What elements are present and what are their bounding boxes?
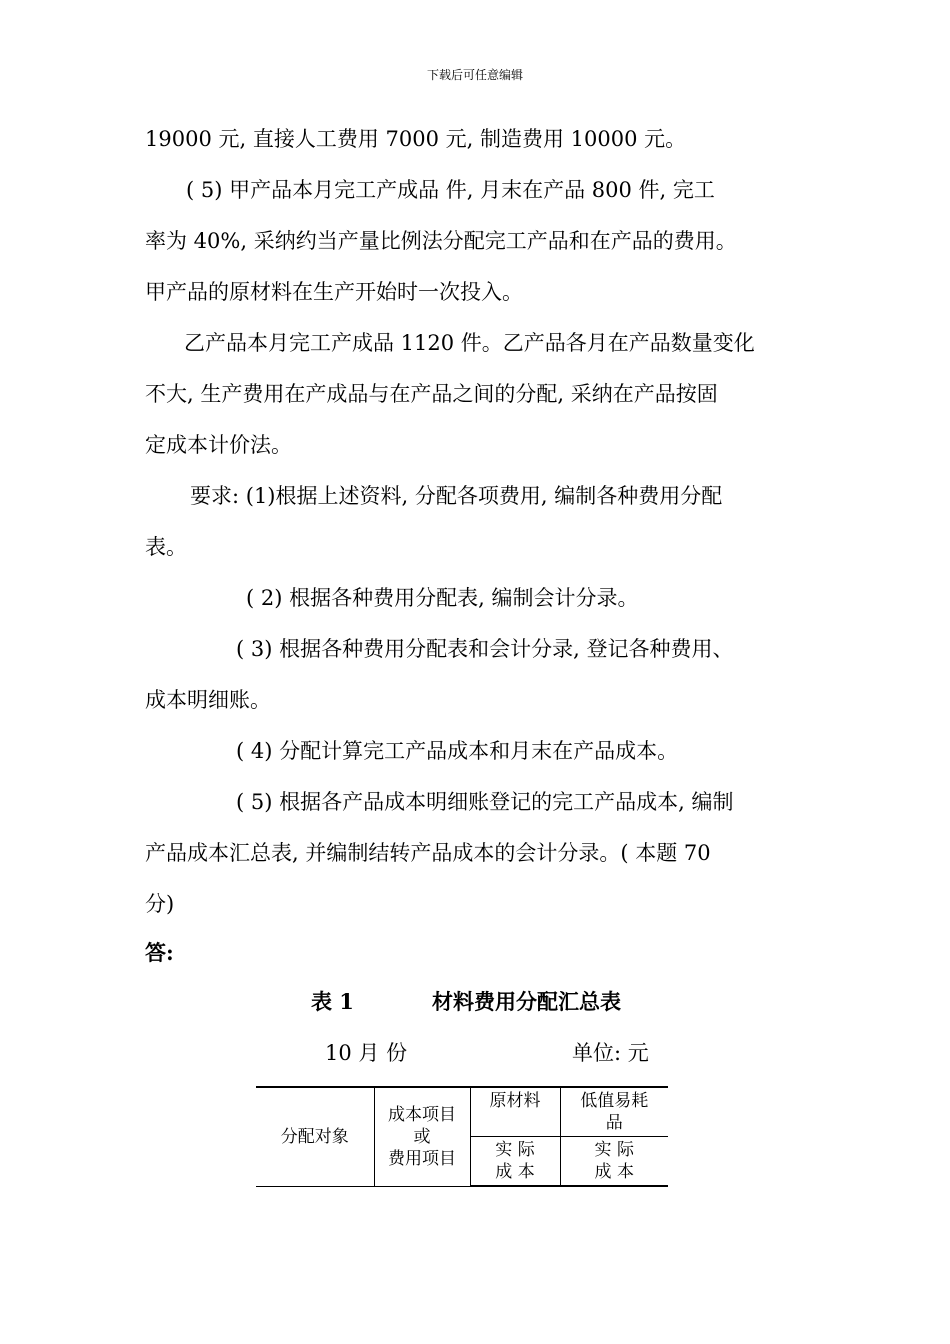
header-actual-cost: 实 际 成 本 [470, 1137, 560, 1187]
paragraph-line: 分) [145, 892, 175, 916]
material-cost-table [256, 1086, 668, 1187]
table-month: 10 月 份 [325, 1041, 408, 1065]
paragraph-line: 成本明细账。 [145, 688, 271, 712]
answer-label: 答: [145, 940, 174, 965]
table-unit: 单位: 元 [572, 1041, 649, 1065]
paragraph-line: 产品成本汇总表, 并编制结转产品成本的会计分录。( 本题 70 [145, 841, 711, 865]
paragraph-line: 定成本计价法。 [145, 433, 292, 457]
header-low-value-consumables: 低值易耗 品 [560, 1087, 668, 1137]
paragraph-line: 甲产品的原材料在生产开始时一次投入。 [145, 280, 523, 304]
paragraph-line: 表。 [145, 535, 187, 559]
paragraph-line: ( 4) 分配计算完工产品成本和月末在产品成本。 [236, 739, 679, 763]
header-allocation-object: 分配对象 [256, 1087, 374, 1186]
table-title: 材料费用分配汇总表 [432, 989, 621, 1014]
table-number: 表 1 [311, 989, 354, 1014]
header-raw-material: 原材料 [470, 1087, 560, 1137]
paragraph-line: 19000 元, 直接人工费用 7000 元, 制造费用 10000 元。 [145, 127, 687, 151]
paragraph-line: 率为 40%, 采纳约当产量比例法分配完工产品和在产品的费用。 [145, 229, 737, 253]
paragraph-line: ( 3) 根据各种费用分配表和会计分录, 登记各种费用、 [236, 637, 734, 661]
paragraph-line: ( 5) 甲产品本月完工产成品 件, 月末在产品 800 件, 完工 [186, 178, 715, 202]
header-note: 下载后可任意编辑 [426, 68, 523, 82]
paragraph-line: ( 5) 根据各产品成本明细账登记的完工产品成本, 编制 [236, 790, 734, 814]
paragraph-line: ( 2) 根据各种费用分配表, 编制会计分录。 [246, 586, 639, 610]
paragraph-line: 要求: (1)根据上述资料, 分配各项费用, 编制各种费用分配 [190, 484, 723, 508]
header-actual-cost: 实 际 成 本 [560, 1137, 668, 1187]
paragraph-line: 乙产品本月完工产成品 1120 件。乙产品各月在产品数量变化 [184, 331, 755, 355]
paragraph-line: 不大, 生产费用在产成品与在产品之间的分配, 采纳在产品按固 [145, 382, 718, 406]
header-cost-item: 成本项目 或 费用项目 [374, 1087, 470, 1186]
